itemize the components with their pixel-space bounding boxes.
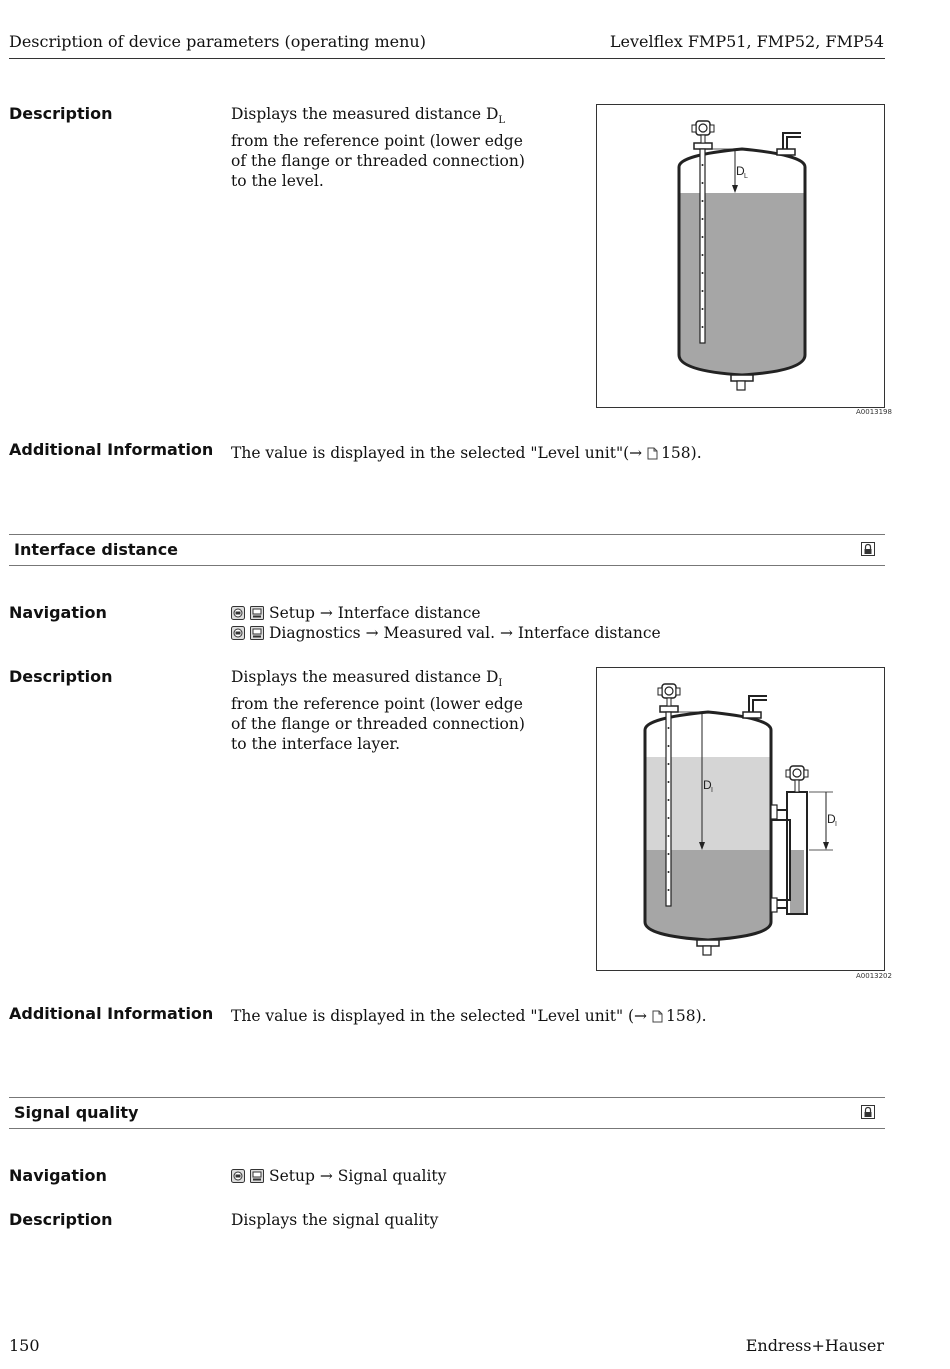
additional-info-pre: The value is displayed in the selected "Level unit"(→ (231, 444, 648, 462)
tank-interface-diagram (597, 668, 884, 970)
description-label: Description (9, 1210, 113, 1229)
navigation-paths (231, 1166, 446, 1186)
description-text-post: from the reference point (lower edge of the flange or threaded connection) to the level. (231, 132, 525, 191)
header-title: Description of device parameters (operating menu) (9, 32, 426, 51)
figure-distance-label: D (703, 778, 712, 792)
nav-path-setup[interactable] (231, 1166, 446, 1186)
nav-path-diagnostics[interactable] (231, 623, 661, 643)
document-icon (652, 1010, 663, 1023)
nav-path-setup[interactable] (231, 603, 661, 623)
header-rule (9, 58, 885, 59)
section-title: Interface distance (14, 540, 179, 559)
description-text-post: from the reference point (lower edge of the flange or threaded connection) to the interface layer. (231, 695, 525, 754)
page-reference-link[interactable]: 158). (661, 444, 702, 462)
description-label: Description (9, 667, 113, 686)
display-icon (250, 626, 264, 640)
interface-distance-figure (596, 667, 885, 971)
navigation-label: Navigation (9, 603, 107, 622)
keypad-icon (231, 626, 245, 640)
lock-icon (861, 1105, 875, 1119)
footer-brand: Endress+Hauser (745, 1336, 884, 1355)
document-icon (647, 447, 658, 460)
additional-info-label: Additional Information (9, 440, 214, 459)
bypass-distance-label: D (827, 812, 836, 826)
display-icon (250, 606, 264, 620)
description-subscript: L (498, 115, 506, 127)
section-interface-distance (9, 534, 885, 566)
figure-distance-subscript: L (744, 173, 748, 180)
additional-info-text (231, 443, 702, 463)
additional-info-text (231, 1006, 707, 1026)
navigation-paths (231, 603, 661, 643)
description-subscript: I (498, 678, 503, 690)
figure-code: A0013198 (856, 408, 892, 416)
level-distance-figure (596, 104, 885, 408)
nav-path-text: Diagnostics → Measured val. → Interface distance (269, 624, 661, 642)
description-text (231, 667, 541, 754)
additional-info-label: Additional Information (9, 1004, 214, 1023)
navigation-label: Navigation (9, 1166, 107, 1185)
description-text: Displays the signal quality (231, 1211, 439, 1229)
nav-path-text: Setup → Signal quality (269, 1167, 447, 1185)
figure-distance-label: D (736, 164, 745, 178)
section-title: Signal quality (14, 1103, 139, 1122)
description-text (231, 104, 541, 191)
figure-code: A0013202 (856, 972, 892, 980)
bypass-distance-subscript: I (835, 821, 837, 828)
page-reference-link[interactable]: 158). (665, 1007, 707, 1025)
tank-level-diagram (597, 105, 884, 407)
description-text-pre: Displays the measured distance D (231, 668, 499, 686)
keypad-icon (231, 606, 245, 620)
page-number: 150 (9, 1336, 40, 1355)
figure-distance-subscript: I (711, 787, 713, 794)
description-label: Description (9, 104, 113, 123)
display-icon (250, 1169, 264, 1183)
keypad-icon (231, 1169, 245, 1183)
description-text-pre: Displays the measured distance D (231, 105, 499, 123)
additional-info-pre: The value is displayed in the selected "Level unit" (→ (231, 1007, 652, 1025)
lock-icon (861, 542, 875, 556)
header-product: Levelflex FMP51, FMP52, FMP54 (609, 32, 884, 51)
section-signal-quality (9, 1097, 885, 1129)
nav-path-text: Setup → Interface distance (269, 604, 481, 622)
